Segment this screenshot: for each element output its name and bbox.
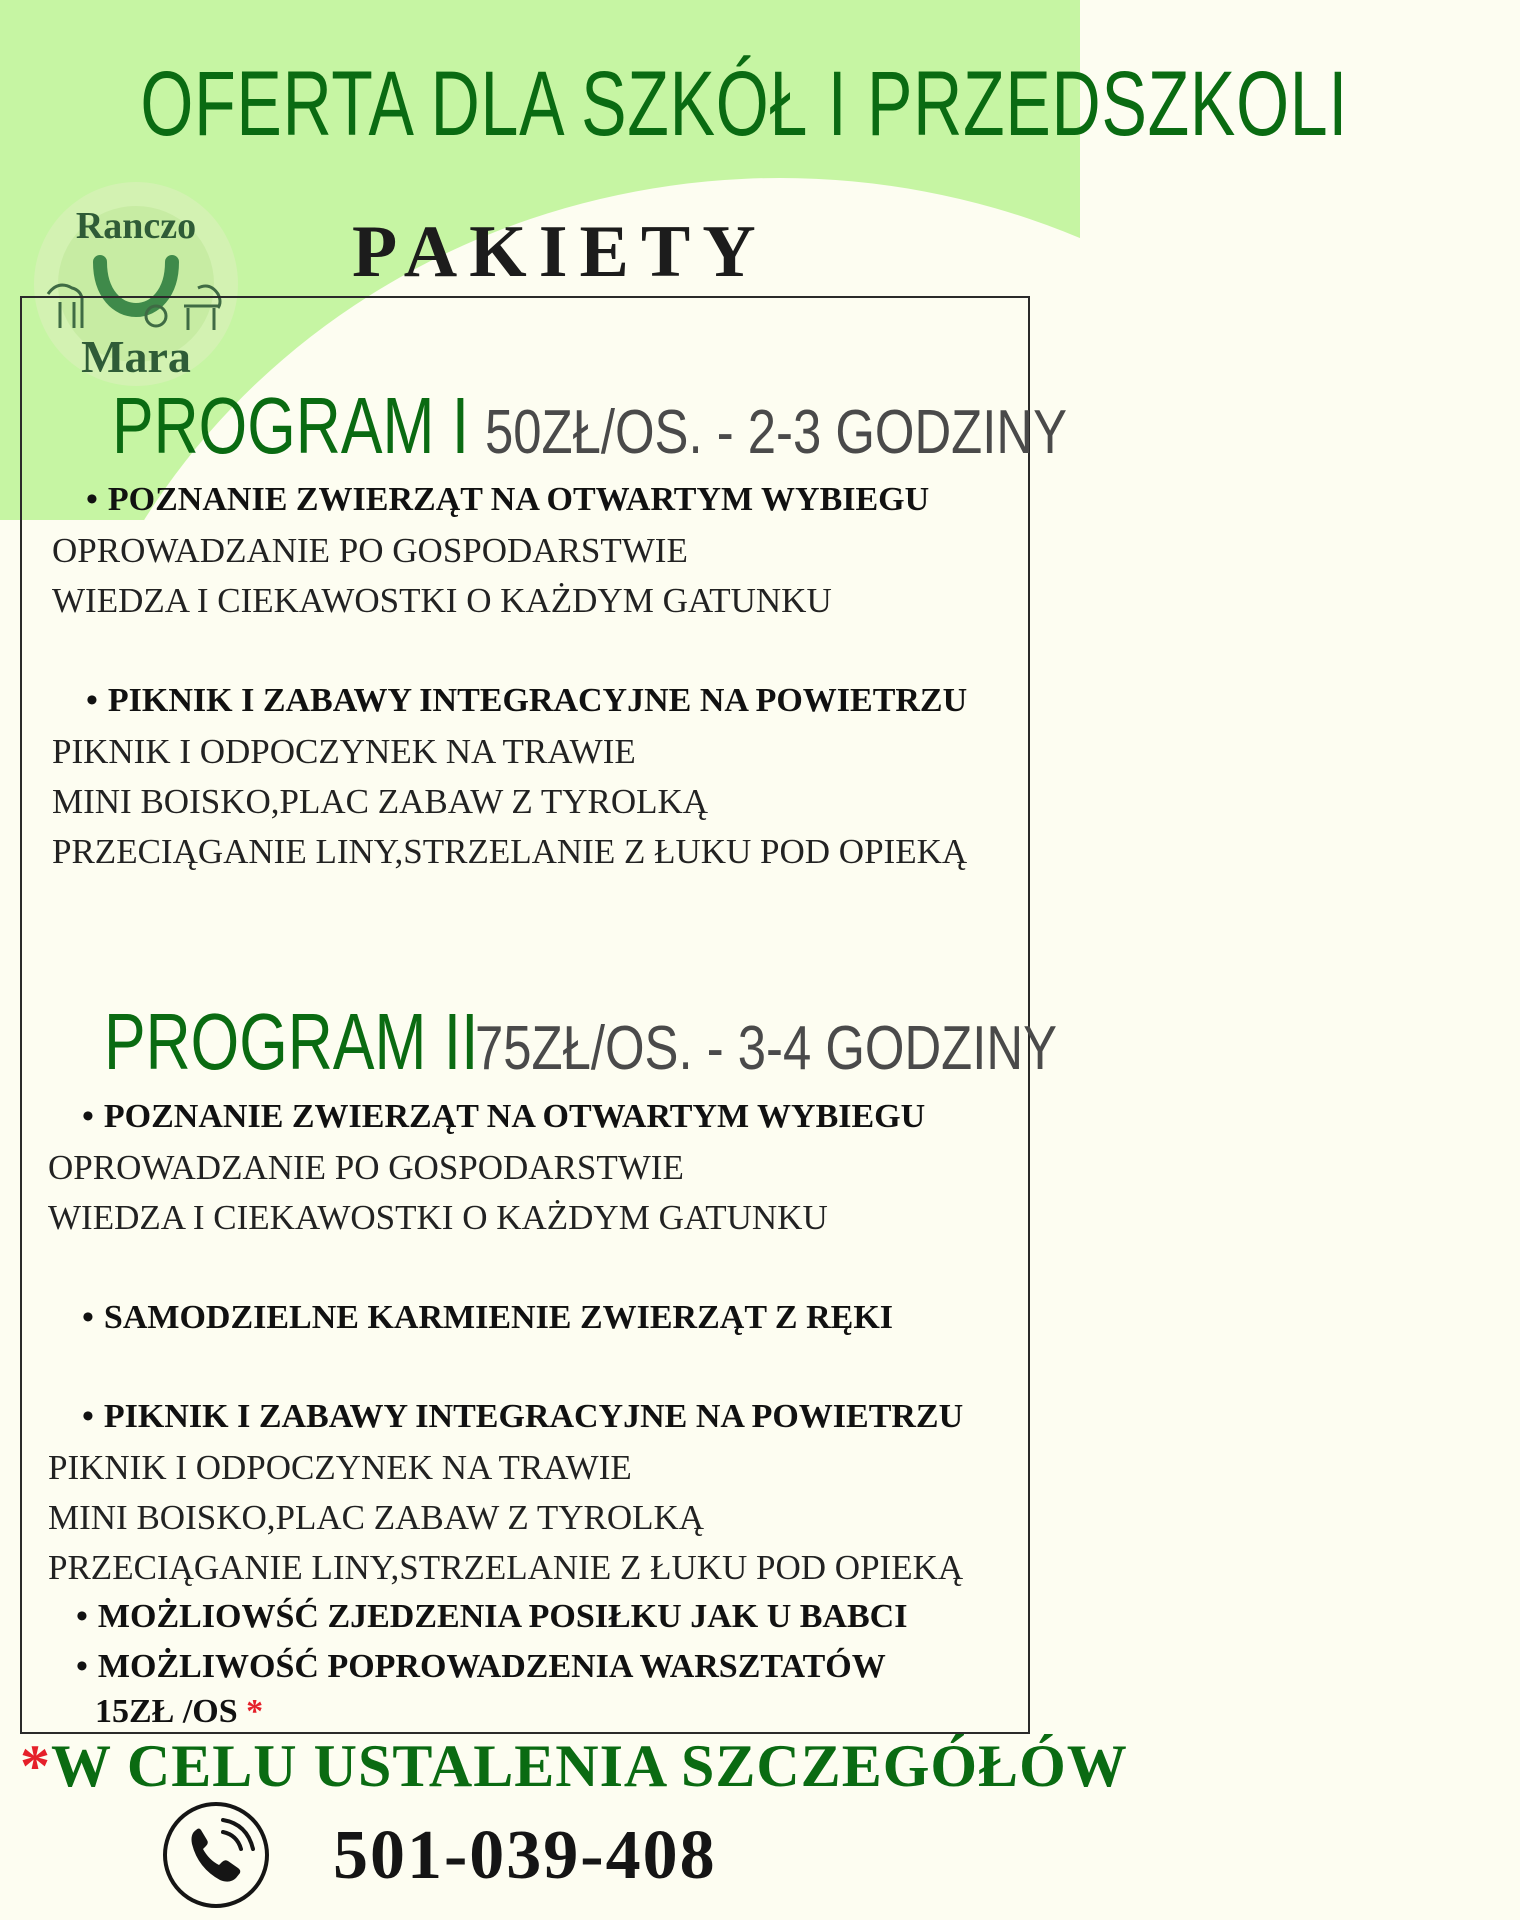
logo-text-mara: Mara (81, 331, 191, 382)
page-title: OFERTA DLA SZKÓŁ I PRZEDSZKOLI (140, 53, 1349, 155)
program-2-section-1-line-1: OPROWADZANIE PO GOSPODARSTWIE (48, 1148, 684, 1187)
workshop-price-note (95, 1693, 263, 1731)
program-2-price: 75ZŁ/OS. - 3-4 GODZINY (475, 1014, 1057, 1083)
program-1-section-2-line-1: PIKNIK I ODPOCZYNEK NA TRAWIE (52, 732, 636, 771)
program-2-section-2-heading: • SAMODZIELNE KARMIENIE ZWIERZĄT Z RĘKI (82, 1299, 893, 1337)
program-1-section-1-line-1: OPROWADZANIE PO GOSPODARSTWIE (52, 531, 688, 570)
program-2-section-3-heading: • PIKNIK I ZABAWY INTEGRACYJNE NA POWIETRZU (82, 1398, 963, 1436)
program-1-section-1-line-2: WIEDZA I CIEKAWOSTKI O KAŻDYM GATUNKU (52, 581, 832, 620)
program-2-section-1-heading: • POZNANIE ZWIERZĄT NA OTWARTYM WYBIEGU (82, 1098, 925, 1136)
program-2-section-3-line-1: PIKNIK I ODPOCZYNEK NA TRAWIE (48, 1448, 632, 1487)
cta-text: W CELU USTALENIA SZCZEGÓŁÓW (51, 1733, 1128, 1799)
program-1-section-1-heading: • POZNANIE ZWIERZĄT NA OTWARTYM WYBIEGU (86, 481, 929, 519)
program-2-extra-2: • MOŻLIWOŚĆ POPROWADZENIA WARSZTATÓW (76, 1648, 886, 1686)
program-1-price: 50ZŁ/OS. - 2-3 GODZINY (485, 398, 1067, 467)
contact-cta (20, 1732, 1128, 1801)
workshop-price: 15ZŁ /OS (95, 1693, 238, 1730)
phone-icon[interactable] (161, 1800, 271, 1910)
program-1-title: PROGRAM I (112, 381, 470, 470)
program-2-extra-1: • MOŻLIOWŚĆ ZJEDZENIA POSIŁKU JAK U BABCI (76, 1598, 907, 1636)
packages-heading: PAKIETY (352, 211, 768, 293)
program-2-section-1-line-2: WIEDZA I CIEKAWOSTKI O KAŻDYM GATUNKU (48, 1198, 828, 1237)
logo-text-ranczo: Ranczo (75, 205, 197, 247)
program-1-section-2-heading: • PIKNIK I ZABAWY INTEGRACYJNE NA POWIETRZU (86, 682, 967, 720)
program-2-title: PROGRAM II (104, 997, 479, 1086)
program-1-section-2-line-3: PRZECIĄGANIE LINY,STRZELANIE Z ŁUKU POD OPIEKĄ (52, 832, 968, 871)
phone-number[interactable]: 501-039-408 (333, 1817, 717, 1894)
program-1-section-2-line-2: MINI BOISKO,PLAC ZABAW Z TYROLKĄ (52, 782, 709, 821)
cta-mark: * (20, 1733, 51, 1799)
program-2-section-3-line-2: MINI BOISKO,PLAC ZABAW Z TYROLKĄ (48, 1498, 705, 1537)
program-2-section-3-line-3: PRZECIĄGANIE LINY,STRZELANIE Z ŁUKU POD OPIEKĄ (48, 1548, 964, 1587)
workshop-price-mark: * (246, 1693, 264, 1730)
